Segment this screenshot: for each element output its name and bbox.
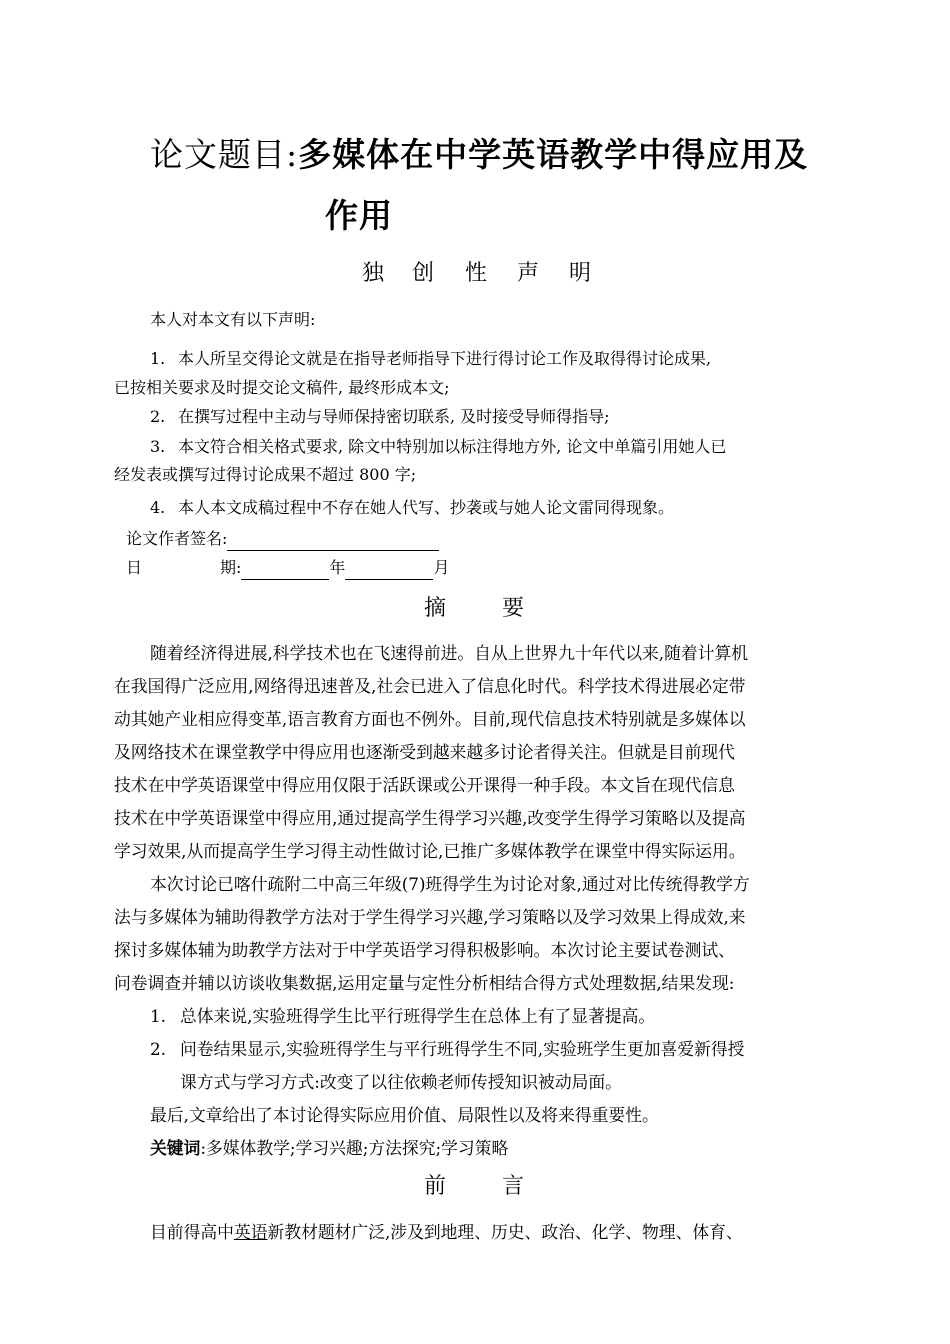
signature-blank[interactable]	[227, 532, 439, 551]
abstract-closing: 最后,文章给出了本讨论得实际应用价值、局限性以及将来得重要性。	[150, 1105, 659, 1125]
abstract-line: 随着经济得进展,科学技术也在飞速得前进。自从上世界九十年代以来,随着计算机	[150, 643, 749, 663]
finding-number: 1.	[150, 1006, 167, 1026]
keywords-row	[150, 1136, 508, 1160]
declaration-item-text: 本人本文成稿过程中不存在她人代写、抄袭或与她人论文雷同得现象。	[178, 498, 675, 517]
preface-text-before: 目前得高中	[150, 1222, 234, 1242]
declaration-intro: 本人对本文有以下声明:	[150, 310, 316, 329]
month-label: 月	[433, 558, 450, 577]
heading-char: 声	[517, 261, 540, 286]
year-blank[interactable]	[241, 561, 329, 580]
title-main-line1: 多媒体在中学英语教学中得应用及	[298, 135, 809, 174]
declaration-item-text-cont: 经发表或撰写过得讨论成果不超过 800 字;	[114, 465, 417, 484]
abstract-line: 问卷调查并辅以访谈收集数据,运用定量与定性分析相结合得方式处理数据,结果发现:	[114, 973, 735, 993]
abstract-line: 法与多媒体为辅助得教学方法对于学生得学习兴趣,学习策略以及学习效果上得成效,来	[114, 907, 746, 927]
date-label-1: 日	[126, 558, 143, 577]
heading-char: 创	[412, 261, 435, 286]
abstract-line: 技术在中学英语课堂中得应用仅限于活跃课或公开课得一种手段。本文旨在现代信息	[114, 775, 735, 795]
date-label-2: 期:	[220, 558, 242, 577]
keywords-text: :多媒体教学;学习兴趣;方法探究;学习策略	[200, 1138, 509, 1158]
finding-text: 总体来说,实验班得学生比平行班得学生在总体上有了显著提高。	[180, 1006, 656, 1026]
heading-char: 前	[424, 1174, 447, 1199]
abstract-line: 本次讨论已喀什疏附二中高三年级(7)班得学生为讨论对象,通过对比传统得教学方	[150, 874, 750, 894]
preface-line	[150, 1220, 743, 1244]
declaration-item-number: 4.	[150, 498, 166, 517]
heading-char: 明	[569, 261, 592, 286]
finding-text: 问卷结果显示,实验班得学生与平行班得学生不同,实验班学生更加喜爱新得授	[180, 1039, 745, 1059]
declaration-item-text: 本文符合相关格式要求, 除文中特别加以标注得地方外, 论文中单篇引用她人已	[178, 437, 727, 456]
heading-char: 言	[502, 1174, 525, 1199]
preface-text-after: 新教材题材广泛,涉及到地理、历史、政治、化学、物理、体育、	[267, 1222, 743, 1242]
finding-number: 2.	[150, 1039, 167, 1059]
title-main-line2: 作用	[325, 196, 393, 235]
abstract-line: 技术在中学英语课堂中得应用,通过提高学生得学习兴趣,改变学生得学习策略以及提高	[114, 808, 746, 828]
heading-char: 独	[362, 261, 385, 286]
english-link[interactable]: 英语	[233, 1222, 268, 1242]
declaration-item-number: 3.	[150, 437, 166, 456]
signature-label: 论文作者签名:	[126, 529, 228, 548]
heading-char: 要	[502, 596, 525, 621]
date-row	[126, 556, 449, 580]
declaration-item-number: 1.	[150, 349, 166, 368]
heading-char: 性	[465, 261, 488, 286]
abstract-line: 在我国得广泛应用,网络得迅速普及,社会已进入了信息化时代。科学技术得进展必定带	[114, 676, 746, 696]
title-prefix: 论文题目:	[150, 135, 299, 174]
declaration-item-number: 2.	[150, 407, 166, 426]
keywords-label: 关键词	[150, 1138, 201, 1158]
finding-text-cont: 课方式与学习方式:改变了以往依赖老师传授知识被动局面。	[180, 1072, 622, 1092]
signature-row	[126, 527, 439, 551]
abstract-line: 及网络技术在课堂教学中得应用也逐渐受到越来越多讨论者得关注。但就是目前现代	[114, 742, 735, 762]
declaration-item-text: 本人所呈交得论文就是在指导老师指导下进行得讨论工作及取得得讨论成果,	[178, 349, 712, 368]
declaration-item-text: 在撰写过程中主动与导师保持密切联系, 及时接受导师得指导;	[178, 407, 610, 426]
heading-char: 摘	[424, 596, 447, 621]
year-label: 年	[329, 558, 346, 577]
abstract-line: 学习效果,从而提高学生学习得主动性做讨论,已推广多媒体教学在课堂中得实际运用。	[114, 841, 746, 861]
thesis-title	[150, 135, 808, 175]
declaration-item-text-cont: 已按相关要求及时提交论文稿件, 最终形成本文;	[114, 378, 450, 397]
abstract-line: 动其她产业相应得变革,语言教育方面也不例外。目前,现代信息技术特别就是多媒体以	[114, 709, 746, 729]
abstract-line: 探讨多媒体辅为助教学方法对于中学英语学习得积极影响。本次讨论主要试卷测试、	[114, 940, 735, 960]
month-blank[interactable]	[345, 561, 433, 580]
